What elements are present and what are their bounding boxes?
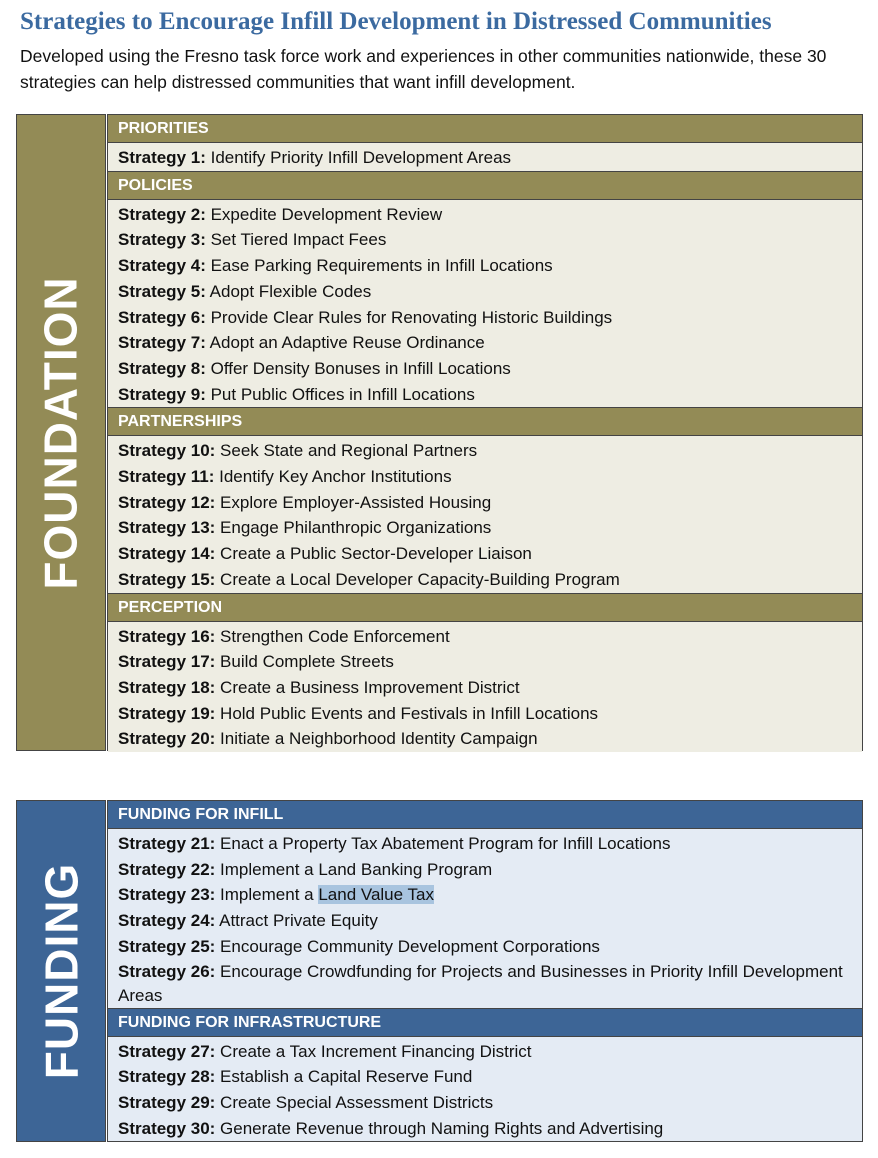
funding-sidebar	[16, 800, 106, 1142]
section-list	[108, 829, 862, 1009]
page-title: Strategies to Encourage Infill Development in Distressed Communities	[20, 8, 772, 35]
strategy-text: Establish a Capital Reserve Fund	[215, 1067, 473, 1087]
strategy-text: Encourage Community Development Corporations	[215, 936, 600, 956]
strategy-item	[118, 1039, 852, 1065]
strategy-number: Strategy 9:	[118, 384, 206, 404]
strategy-item	[118, 1090, 852, 1116]
strategy-number: Strategy 11:	[118, 467, 215, 487]
strategy-text: Build Complete Streets	[215, 652, 394, 672]
strategy-item	[118, 382, 852, 408]
strategy-item	[118, 330, 852, 356]
highlighted-text: Land Value Tax	[318, 885, 434, 905]
strategy-number: Strategy 25:	[118, 936, 216, 956]
strategy-number: Strategy 23:	[118, 885, 216, 905]
strategy-number: Strategy 8:	[118, 358, 206, 378]
strategy-text: Set Tiered Impact Fees	[205, 230, 387, 250]
strategy-text: Create a Tax Increment Financing District	[215, 1041, 532, 1061]
section-list	[108, 200, 862, 409]
strategy-text: Create a Local Developer Capacity-Building Program	[215, 569, 620, 589]
strategy-text: Implement a Land Banking Program	[215, 859, 493, 879]
section-header: PARTNERSHIPS	[108, 408, 862, 436]
strategy-item	[118, 960, 852, 1008]
funding-content	[107, 800, 863, 1142]
section-list	[108, 143, 862, 172]
strategy-item	[118, 882, 852, 908]
strategy-text: Create a Business Improvement District	[215, 677, 520, 697]
strategy-text: Expedite Development Review	[205, 204, 443, 224]
foundation-label: FOUNDATION	[35, 275, 88, 590]
strategy-number: Strategy 19:	[118, 703, 216, 723]
strategy-text: Offer Density Bonuses in Infill Locations	[205, 358, 511, 378]
strategy-text: Create a Public Sector-Developer Liaison	[215, 544, 532, 564]
strategy-text: Create Special Assessment Districts	[215, 1092, 494, 1112]
section-list	[108, 622, 862, 753]
foundation-sidebar	[16, 114, 106, 751]
strategy-text: Provide Clear Rules for Renovating Historic Buildings	[205, 307, 613, 327]
strategy-text: Adopt an Adaptive Reuse Ordinance	[205, 333, 485, 353]
foundation-panel	[16, 114, 863, 751]
strategy-number: Strategy 28:	[118, 1067, 216, 1087]
strategy-item	[118, 305, 852, 331]
strategy-item	[118, 227, 852, 253]
strategy-item	[118, 490, 852, 516]
strategy-number: Strategy 5:	[118, 281, 206, 301]
strategy-text: Ease Parking Requirements in Infill Locations	[205, 256, 553, 276]
strategy-number: Strategy 6:	[118, 307, 206, 327]
section-header: PERCEPTION	[108, 594, 862, 622]
strategy-item	[118, 145, 852, 171]
strategy-item	[118, 1116, 852, 1142]
strategy-item	[118, 567, 852, 593]
strategy-number: Strategy 10:	[118, 441, 216, 461]
strategy-item	[118, 253, 852, 279]
strategy-item	[118, 857, 852, 883]
strategy-item	[118, 464, 852, 490]
strategy-item	[118, 701, 852, 727]
strategy-text: Adopt Flexible Codes	[205, 281, 372, 301]
strategy-text: Put Public Offices in Infill Locations	[205, 384, 475, 404]
intro-paragraph: Developed using the Fresno task force work and experiences in other communities nationwide, these 30 strategies can help distressed communities that want infill development.	[20, 46, 827, 92]
strategy-item	[118, 515, 852, 541]
strategy-number: Strategy 3:	[118, 230, 206, 250]
strategy-item	[118, 202, 852, 228]
strategy-number: Strategy 14:	[118, 544, 216, 564]
strategy-number: Strategy 16:	[118, 626, 216, 646]
strategy-item	[118, 541, 852, 567]
strategy-number: Strategy 20:	[118, 729, 216, 749]
strategy-number: Strategy 26:	[118, 961, 216, 981]
strategy-item	[118, 438, 852, 464]
strategy-text: Attract Private Equity	[215, 911, 378, 931]
strategy-text: Explore Employer-Assisted Housing	[215, 492, 492, 512]
section-list	[108, 436, 862, 593]
strategy-number: Strategy 13:	[118, 518, 216, 538]
strategy-text: Implement a	[215, 885, 319, 905]
strategy-text: Identify Priority Infill Development Areas	[205, 148, 512, 167]
strategy-number: Strategy 27:	[118, 1041, 216, 1061]
funding-panel	[16, 800, 863, 1142]
strategy-text: Initiate a Neighborhood Identity Campaign	[215, 729, 538, 749]
section-header: POLICIES	[108, 172, 862, 200]
strategy-number: Strategy 30:	[118, 1118, 216, 1138]
section-header: PRIORITIES	[108, 115, 862, 143]
strategy-text: Identify Key Anchor Institutions	[214, 467, 452, 487]
strategy-item	[118, 726, 852, 752]
strategy-number: Strategy 29:	[118, 1092, 216, 1112]
strategy-text: Seek State and Regional Partners	[215, 441, 478, 461]
strategy-item	[118, 934, 852, 960]
strategy-item	[118, 279, 852, 305]
section-header: FUNDING FOR INFILL	[108, 801, 862, 829]
strategy-item	[118, 1064, 852, 1090]
strategy-text: Strengthen Code Enforcement	[215, 626, 450, 646]
strategy-number: Strategy 2:	[118, 204, 206, 224]
strategy-item	[118, 831, 852, 857]
strategy-item	[118, 675, 852, 701]
strategy-item	[118, 908, 852, 934]
strategy-text: Encourage Crowdfunding for Projects and Businesses in Priority Infill Development Areas	[118, 961, 843, 1005]
strategy-item	[118, 649, 852, 675]
strategy-number: Strategy 21:	[118, 834, 216, 853]
strategy-number: Strategy 4:	[118, 256, 206, 276]
strategy-text: Enact a Property Tax Abatement Program for Infill Locations	[215, 834, 671, 853]
foundation-content	[107, 114, 863, 751]
strategy-number: Strategy 12:	[118, 492, 216, 512]
section-list	[108, 1037, 862, 1142]
strategy-item	[118, 624, 852, 650]
strategy-text: Generate Revenue through Naming Rights and Advertising	[215, 1118, 664, 1138]
section-header: FUNDING FOR INFRASTRUCTURE	[108, 1009, 862, 1037]
strategy-number: Strategy 1:	[118, 148, 206, 167]
funding-label: FUNDING	[35, 862, 88, 1080]
strategy-item	[118, 356, 852, 382]
strategy-number: Strategy 22:	[118, 859, 216, 879]
strategy-number: Strategy 15:	[118, 569, 216, 589]
strategy-number: Strategy 24:	[118, 911, 216, 931]
strategy-number: Strategy 17:	[118, 652, 216, 672]
strategy-number: Strategy 18:	[118, 677, 216, 697]
strategy-text: Hold Public Events and Festivals in Infill Locations	[215, 703, 599, 723]
strategy-number: Strategy 7:	[118, 333, 206, 353]
strategy-text: Engage Philanthropic Organizations	[215, 518, 492, 538]
